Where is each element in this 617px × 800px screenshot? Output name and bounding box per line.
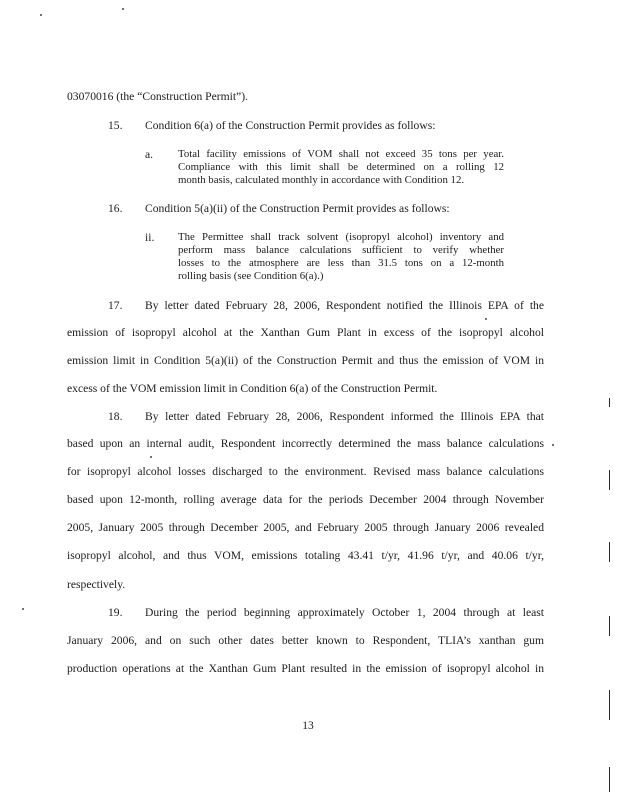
text-line: Condition 6(a) of the Construction Permit provides as follows: xyxy=(145,119,436,132)
paragraph-number: 15. xyxy=(108,119,123,132)
text-line: 2005, January 2005 through December 2005, and February 2005 through January 2006 revealed xyxy=(67,521,544,534)
subparagraph-label: ii. xyxy=(145,231,155,244)
revision-bar xyxy=(609,470,610,490)
text-line: emission limit in Condition 5(a)(ii) of the Construction Permit and thus the emission of VOM in xyxy=(67,354,544,367)
text-line: Condition 5(a)(ii) of the Construction Permit provides as follows: xyxy=(145,202,450,215)
scan-speck xyxy=(150,456,152,458)
text-line: respectively. xyxy=(67,578,126,591)
revision-bar xyxy=(609,690,610,720)
text-line: By letter dated February 28, 2006, Respondent informed the Illinois EPA that xyxy=(145,410,544,423)
paragraph-number: 18. xyxy=(108,410,123,423)
text-line: production operations at the Xanthan Gum Plant resulted in the emission of isopropyl alcohol in xyxy=(67,662,544,675)
page-number: 13 xyxy=(302,719,314,732)
text-line: emission of isopropyl alcohol at the Xanthan Gum Plant in excess of the isopropyl alcohol xyxy=(67,326,544,339)
scan-speck xyxy=(552,444,554,446)
text-line: based upon 12-month, rolling average data for the periods December 2004 through November xyxy=(67,493,544,506)
quoted-line: The Permittee shall track solvent (isopropyl alcohol) inventory and xyxy=(178,231,504,243)
text-line: isopropyl alcohol, and thus VOM, emissions totaling 43.41 t/yr, 41.96 t/yr, and 40.06 t/yr, xyxy=(67,549,544,562)
scan-speck xyxy=(485,318,487,320)
revision-bar xyxy=(609,542,610,562)
text-line: January 2006, and on such other dates better known to Respondent, TLIA’s xanthan gum xyxy=(67,634,544,647)
revision-bar xyxy=(609,767,610,792)
revision-bar xyxy=(609,616,610,636)
text-line: excess of the VOM emission limit in Condition 6(a) of the Construction Permit. xyxy=(67,382,438,395)
text-line: for isopropyl alcohol losses discharged to the environment. Revised mass balance calculations xyxy=(67,465,544,478)
revision-bar xyxy=(609,398,610,407)
quoted-line: Compliance with this limit shall be determined on a rolling 12 xyxy=(178,161,504,173)
text-line: By letter dated February 28, 2006, Respondent notified the Illinois EPA of the xyxy=(145,299,544,312)
paragraph-number: 19. xyxy=(108,606,123,619)
text-line: 03070016 (the “Construction Permit”). xyxy=(67,90,248,103)
quoted-line: perform mass balance calculations sufficient to verify whether xyxy=(178,244,504,256)
quoted-line: month basis, calculated monthly in accordance with Condition 12. xyxy=(178,174,465,186)
subparagraph-label: a. xyxy=(145,148,154,161)
quoted-line: rolling basis (see Condition 6(a).) xyxy=(178,270,324,282)
text-line: based upon an internal audit, Respondent incorrectly determined the mass balance calculations xyxy=(67,437,544,450)
scan-speck xyxy=(22,608,24,610)
paragraph-number: 17. xyxy=(108,299,123,312)
paragraph-number: 16. xyxy=(108,202,123,215)
quoted-line: losses to the atmosphere are less than 31.5 tons on a 12-month xyxy=(178,257,504,269)
quoted-line: Total facility emissions of VOM shall not exceed 35 tons per year. xyxy=(178,148,504,160)
scan-speck xyxy=(40,14,42,16)
text-line: During the period beginning approximately October 1, 2004 through at least xyxy=(145,606,544,619)
scan-speck xyxy=(122,8,124,10)
